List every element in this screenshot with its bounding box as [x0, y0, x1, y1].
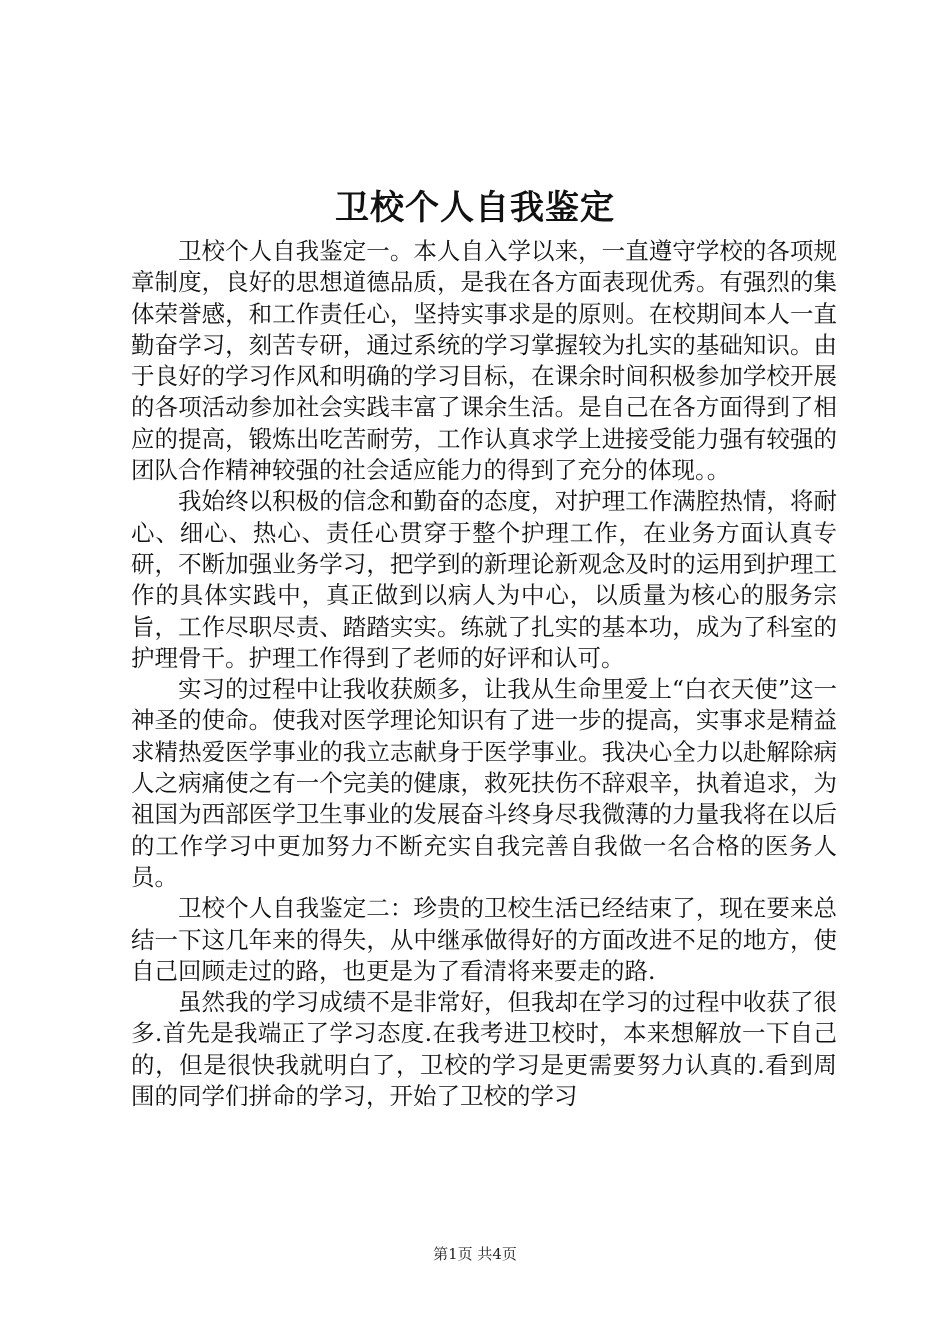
paragraph-3: 实习的过程中让我收获颇多，让我从生命里爱上“白衣天使”这一神圣的使命。使我对医学理论知识有了进一步的提高，实事求是精益求精热爱医学事业的我立志献身于医学事业。我决心全力以赴解除病人之病痛使之有一个完美的健康，救死扶伤不辞艰辛，执着追求，为祖国为西部医学卫生事业的发展奋斗终身尽我微薄的力量我将在以后的工作学习中更加努力不断充实自我完善自我做一名合格的医务人员。 — [131, 675, 837, 891]
page-footer: 第1页 共4页 — [433, 1245, 517, 1263]
document-body — [131, 236, 837, 1112]
paragraph-5: 虽然我的学习成绩不是非常好，但我却在学习的过程中收获了很多.首先是我端正了学习态度.在我考进卫校时，本来想解放一下自己的，但是很快我就明白了，卫校的学习是更需要努力认真的.看到周围的同学们拼命的学习，开始了卫校的学习 — [131, 988, 837, 1111]
paragraph-1: 卫校个人自我鉴定一。本人自入学以来，一直遵守学校的各项规章制度，良好的思想道德品质，是我在各方面表现优秀。有强烈的集体荣誉感，和工作责任心，坚持实事求是的原则。在校期间本人一直勤奋学习，刻苦专研，通过系统的学习掌握较为扎实的基础知识。由于良好的学习作风和明确的学习目标，在课余时间积极参加学校开展的各项活动参加社会实践丰富了课余生活。是自己在各方面得到了相应的提高，锻炼出吃苦耐劳，工作认真求学上进接受能力强有较强的团队合作精神较强的社会适应能力的得到了充分的体现。。 — [131, 237, 837, 485]
document-title: 卫校个人自我鉴定 — [335, 188, 615, 228]
paragraph-4: 卫校个人自我鉴定二：珍贵的卫校生活已经结束了，现在要来总结一下这几年来的得失，从中继承做得好的方面改进不足的地方，使自己回顾走过的路，也更是为了看清将来要走的路. — [131, 894, 837, 985]
paragraph-2: 我始终以积极的信念和勤奋的态度，对护理工作满腔热情，将耐心、细心、热心、责任心贯穿于整个护理工作，在业务方面认真专研，不断加强业务学习，把学到的新理论新观念及时的运用到护理工作的具体实践中，真正做到以病人为中心，以质量为核心的服务宗旨，工作尽职尽责、踏踏实实。练就了扎实的基本功，成为了科室的护理骨干。护理工作得到了老师的好评和认可。 — [131, 487, 837, 672]
